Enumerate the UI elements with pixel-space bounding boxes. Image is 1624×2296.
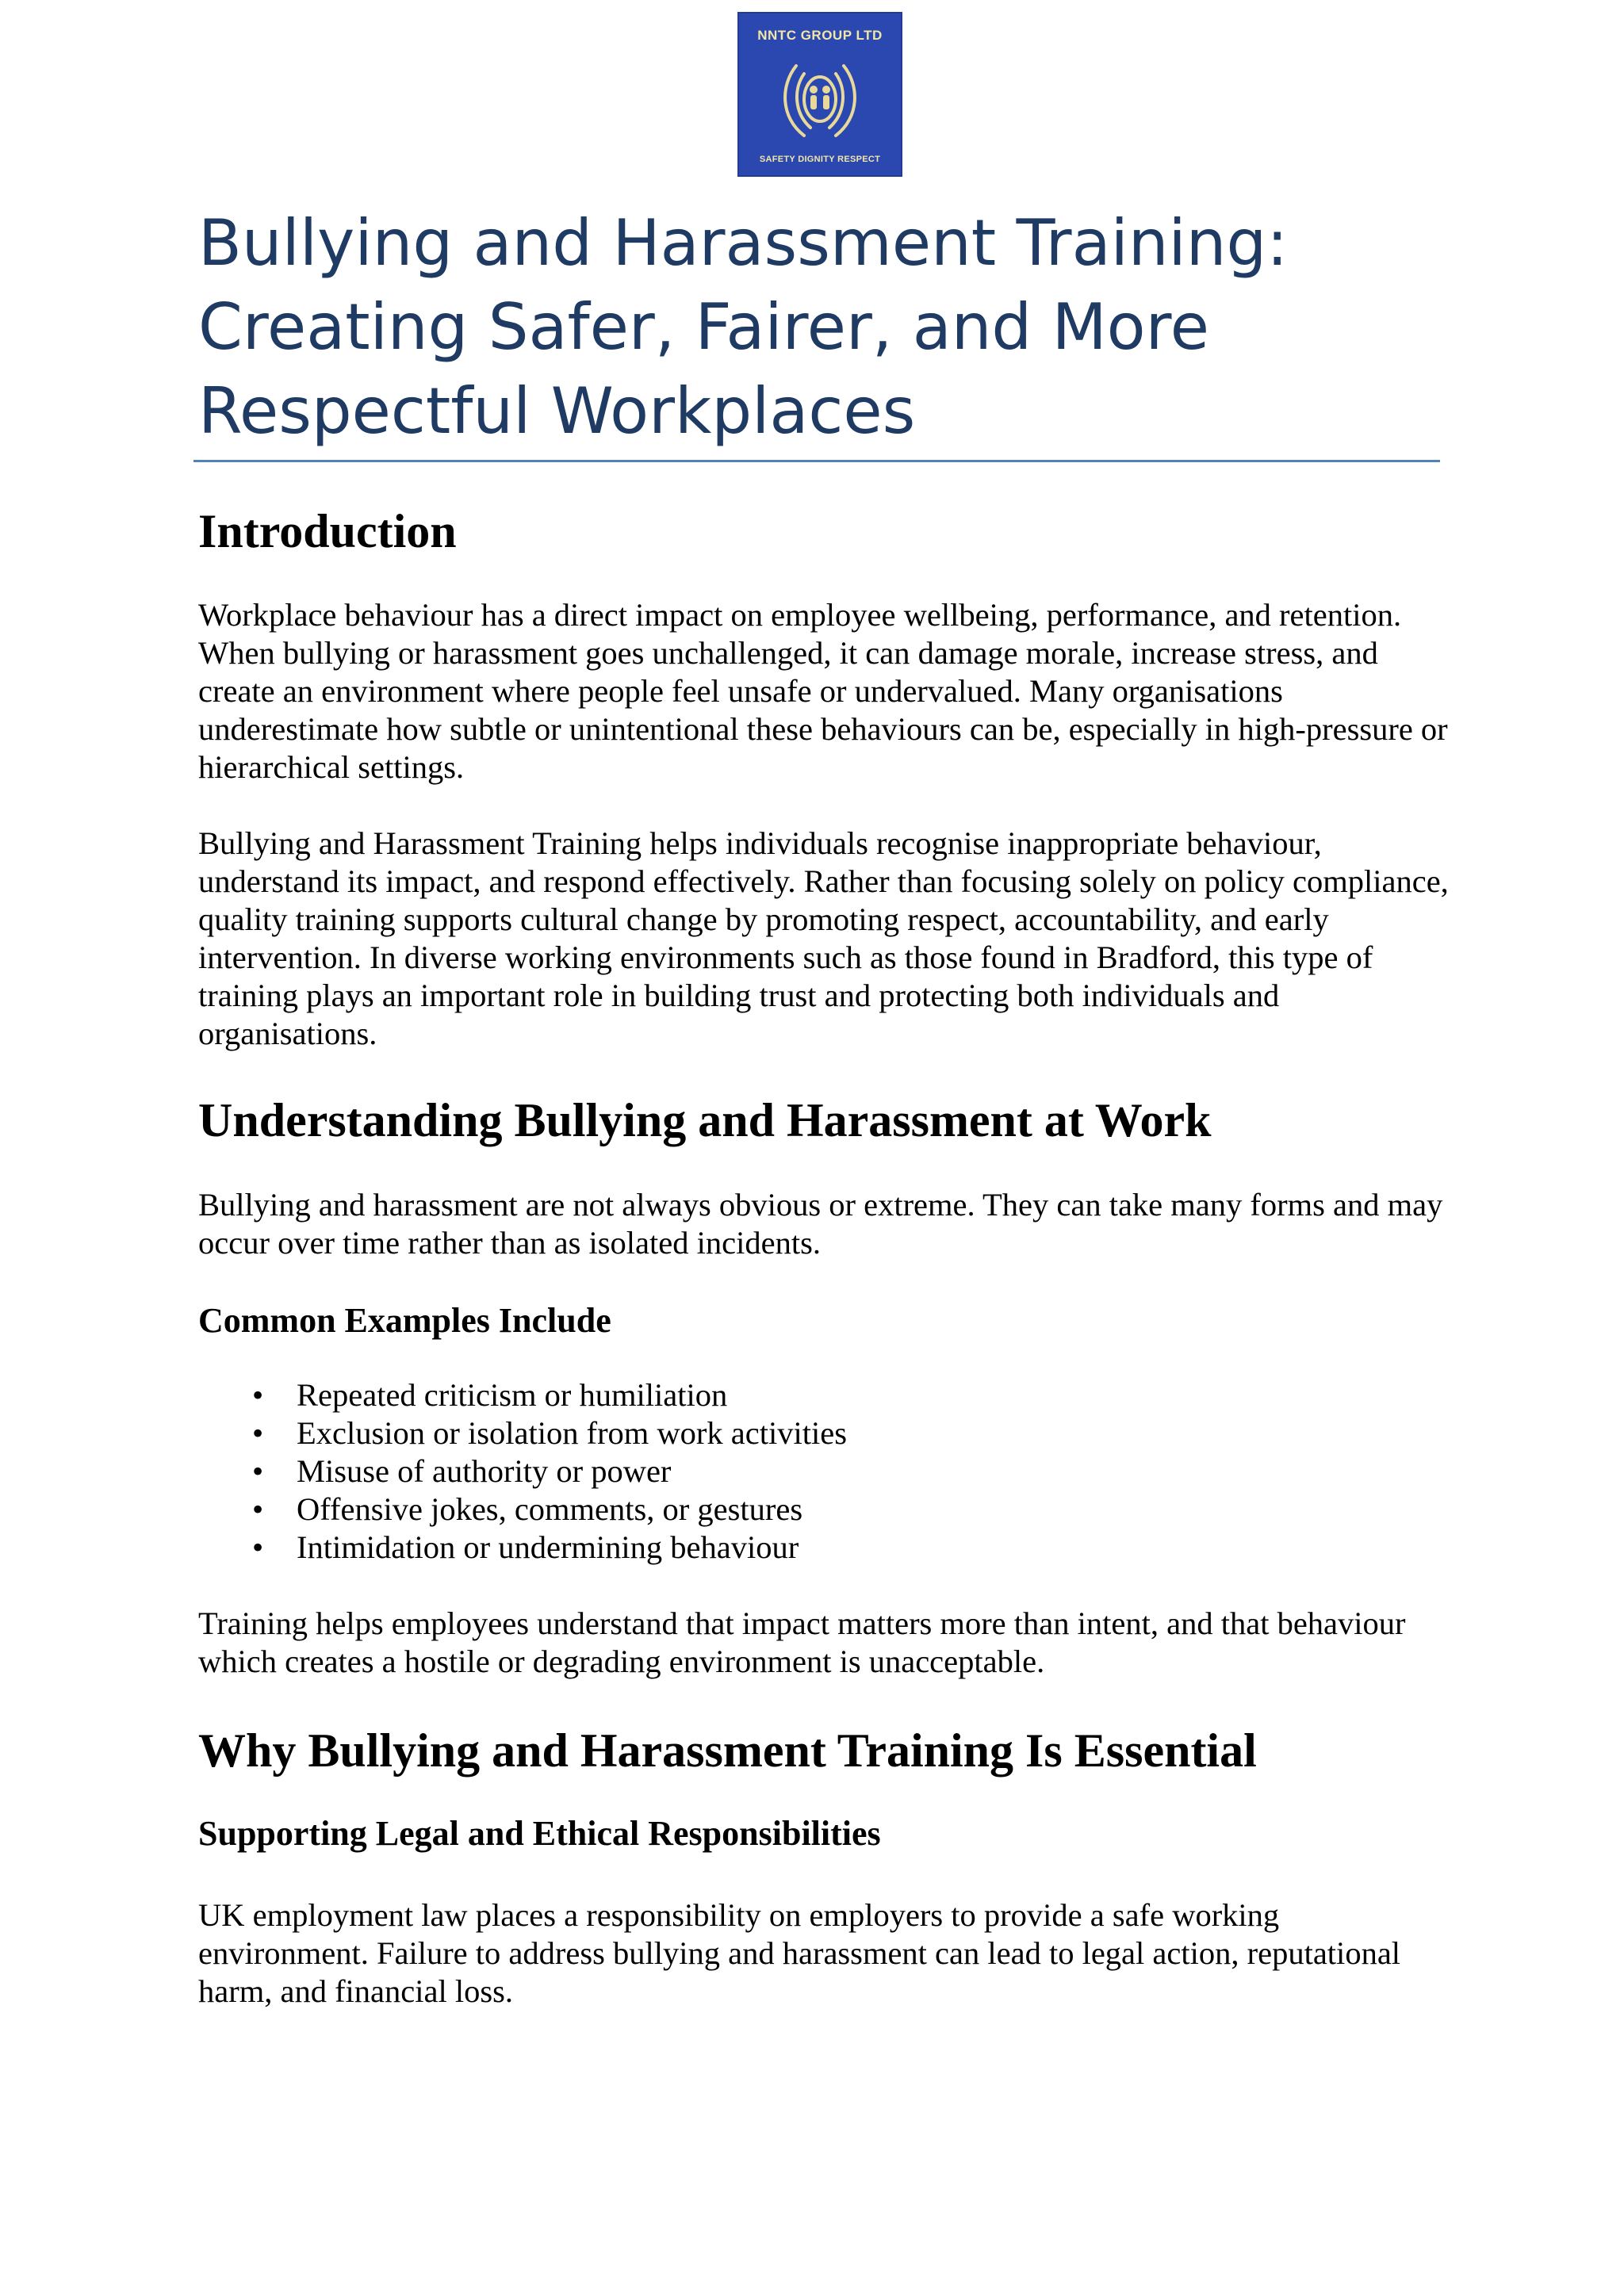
bullet-icon: • <box>252 1453 264 1489</box>
intro-paragraph-2: Bullying and Harassment Training helps individuals recognise inappropriate behaviour, understand its impact, and respond effectively. Rather than focusing solely on policy compliance, quality training supports cultural change by promoting respect, accountability, and early intervention. In diverse working environments such as those found in Bradford, this type of training plays an important role in building trust and protecting both individuals and organisations. <box>198 825 1449 1051</box>
subheading-legal-ethical: Supporting Legal and Ethical Responsibilities <box>198 1814 881 1853</box>
examples-list <box>198 1376 1388 1567</box>
list-item: • Misuse of authority or power <box>252 1453 672 1489</box>
list-item: • Exclusion or isolation from work activities <box>252 1415 847 1451</box>
bullet-icon: • <box>252 1529 264 1565</box>
company-logo <box>737 12 902 177</box>
heading-understanding: Understanding Bullying and Harassment at Work <box>198 1094 1212 1146</box>
hands-emblem-icon <box>772 50 868 148</box>
subheading-common-examples: Common Examples Include <box>198 1301 611 1340</box>
bullet-icon: • <box>252 1491 264 1527</box>
legal-paragraph: UK employment law places a responsibility on employers to provide a safe working environment. Failure to address bullying and harassment can lead to legal action, reputational harm, and financial loss. <box>198 1897 1401 2009</box>
heading-introduction: Introduction <box>198 505 457 557</box>
list-item: • Intimidation or undermining behaviour <box>252 1529 799 1565</box>
list-item: • Offensive jokes, comments, or gestures <box>252 1491 803 1527</box>
bullet-icon: • <box>252 1377 264 1413</box>
list-item: • Repeated criticism or humiliation <box>252 1377 728 1413</box>
document-title: Bullying and Harassment Training: Creating Safer, Fairer, and More Respectful Workplaces <box>198 206 1289 448</box>
bullet-icon: • <box>252 1415 264 1451</box>
intro-paragraph-1: Workplace behaviour has a direct impact on employee wellbeing, performance, and retention. When bullying or harassment goes unchallenged, it can damage morale, increase stress, and create an environment where people feel unsafe or undervalued. Many organisations underestimate how subtle or unintentional these behaviours can be, especially in high-pressure or hierarchical settings. <box>198 597 1448 785</box>
logo-company-name: NNTC GROUP LTD <box>757 28 883 43</box>
heading-why-essential: Why Bullying and Harassment Training Is Essential <box>198 1724 1257 1777</box>
understanding-closing-paragraph: Training helps employees understand that impact matters more than intent, and that behaviour which creates a hostile or degrading environment is unacceptable. <box>198 1605 1406 1679</box>
understanding-paragraph: Bullying and harassment are not always obvious or extreme. They can take many forms and may occur over time rather than as isolated incidents. <box>198 1187 1443 1261</box>
logo-tagline: SAFETY DIGNITY RESPECT <box>759 155 881 164</box>
title-divider <box>193 460 1440 462</box>
